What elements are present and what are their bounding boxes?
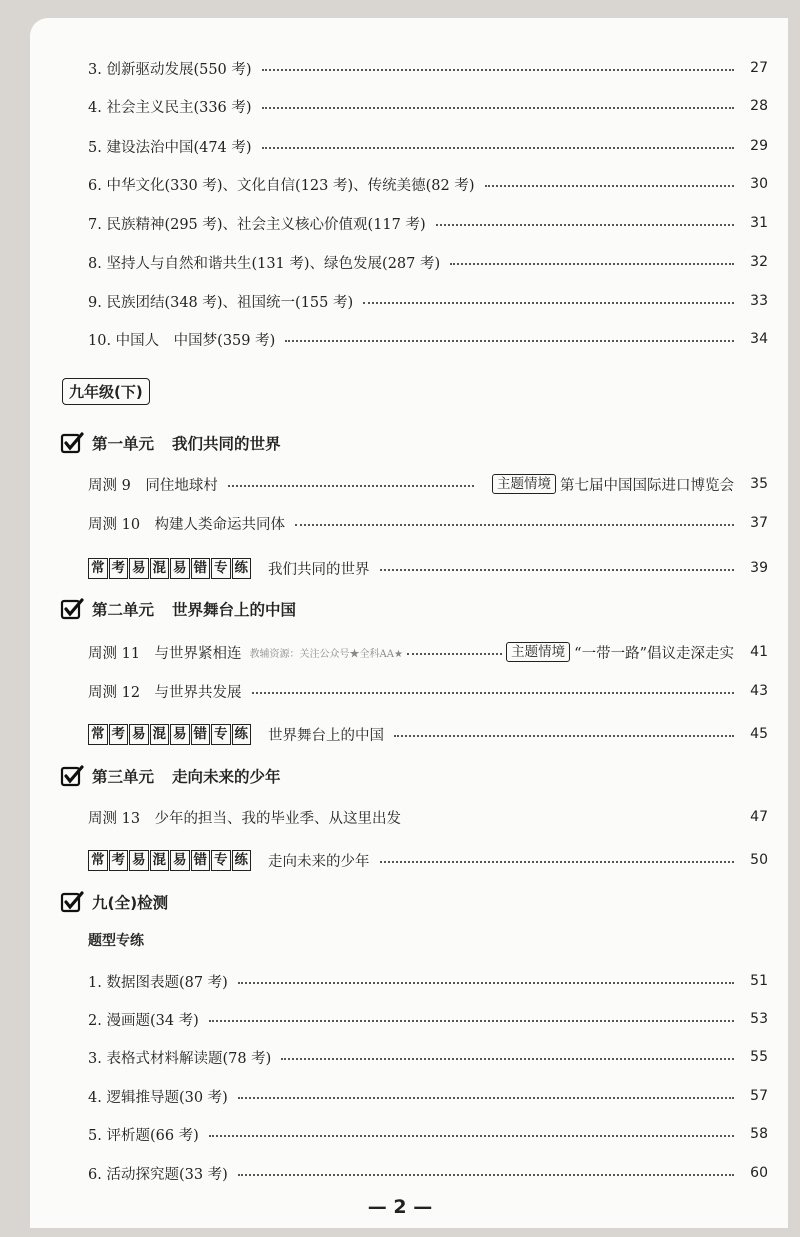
checkbox-check-icon bbox=[60, 431, 84, 455]
practice-badge bbox=[88, 558, 252, 579]
leader-dots bbox=[285, 330, 734, 342]
entry-label: 6. 中华文化(330 考)、文化自信(123 考)、传统美德(82 考) bbox=[88, 177, 475, 194]
leader-dots bbox=[238, 1164, 734, 1176]
toc-entry[interactable] bbox=[88, 722, 768, 746]
badge-char: 练 bbox=[232, 558, 252, 579]
page-number: 53 bbox=[750, 1011, 768, 1027]
toc-entry[interactable] bbox=[88, 472, 768, 496]
leader-dots bbox=[380, 851, 735, 863]
leader-dots bbox=[209, 1010, 734, 1022]
badge-char: 混 bbox=[150, 724, 170, 745]
toc-entry[interactable] bbox=[88, 1045, 768, 1069]
page-number: 33 bbox=[750, 293, 768, 309]
leader-dots bbox=[485, 175, 734, 187]
toc-entry[interactable] bbox=[88, 134, 768, 158]
page-number: 30 bbox=[750, 176, 768, 192]
exam-heading bbox=[60, 889, 168, 915]
entry-label: 5. 建设法治中国(474 考) bbox=[88, 139, 252, 156]
page-number: 45 bbox=[750, 726, 768, 742]
badge-char: 常 bbox=[88, 724, 108, 745]
badge-char: 易 bbox=[170, 558, 190, 579]
unit-title: 我们共同的世界 bbox=[172, 435, 281, 453]
entry-label: 4. 社会主义民主(336 考) bbox=[88, 99, 252, 116]
toc-entry[interactable] bbox=[88, 1122, 768, 1146]
leader-dots bbox=[262, 59, 734, 71]
toc-entry[interactable] bbox=[88, 679, 768, 703]
page-number: 43 bbox=[750, 683, 768, 699]
entry-label: 周测 10 构建人类命运共同体 bbox=[88, 516, 286, 533]
badge-char: 考 bbox=[109, 850, 129, 871]
badge-char: 易 bbox=[129, 558, 149, 579]
page-number: 55 bbox=[750, 1049, 768, 1065]
page-number: 27 bbox=[750, 60, 768, 76]
checkbox-check-icon bbox=[60, 890, 84, 914]
badge-char: 易 bbox=[129, 724, 149, 745]
leader-dots bbox=[262, 137, 734, 149]
leader-dots bbox=[380, 559, 735, 571]
page-number: 50 bbox=[750, 852, 768, 868]
page-number: 31 bbox=[750, 215, 768, 231]
grade-badge: 九年级(下) bbox=[62, 378, 150, 405]
entry-label: 周测 12 与世界共发展 bbox=[88, 684, 242, 701]
leader-dots bbox=[363, 292, 734, 304]
entry-label: 7. 民族精神(295 考)、社会主义核心价值观(117 考) bbox=[88, 216, 426, 233]
entry-label: 世界舞台上的中国 bbox=[268, 727, 384, 744]
checkbox-check-icon bbox=[60, 597, 84, 621]
entry-label: 4. 逻辑推导题(30 考) bbox=[88, 1089, 228, 1106]
leader-dots bbox=[262, 97, 734, 109]
toc-entry[interactable] bbox=[88, 969, 768, 993]
entry-label: 5. 评析题(66 考) bbox=[88, 1127, 199, 1144]
unit-number: 第二单元 bbox=[92, 601, 155, 619]
exam-title: 九(全)检测 bbox=[92, 894, 169, 912]
badge-char: 混 bbox=[150, 558, 170, 579]
toc-entry[interactable] bbox=[88, 556, 768, 580]
toc-entry[interactable] bbox=[88, 1161, 768, 1185]
practice-badge bbox=[88, 850, 252, 871]
entry-label: 6. 活动探究题(33 考) bbox=[88, 1166, 228, 1183]
toc-entry[interactable] bbox=[88, 172, 768, 196]
leader-dots bbox=[450, 253, 734, 265]
page-number: 32 bbox=[750, 254, 768, 270]
unit-heading bbox=[60, 596, 296, 622]
badge-char: 专 bbox=[211, 850, 231, 871]
entry-label: 我们共同的世界 bbox=[268, 561, 370, 578]
unit-title: 世界舞台上的中国 bbox=[172, 601, 297, 619]
entry-label: 8. 坚持人与自然和谐共生(131 考)、绿色发展(287 考) bbox=[88, 255, 441, 272]
badge-char: 考 bbox=[109, 724, 129, 745]
badge-char: 错 bbox=[191, 724, 211, 745]
toc-entry[interactable] bbox=[88, 327, 768, 351]
unit-heading bbox=[60, 763, 281, 789]
leader-dots bbox=[252, 682, 734, 694]
watermark-text: 教辅资源：关注公众号★全科AA★ bbox=[249, 648, 403, 660]
badge-char: 常 bbox=[88, 558, 108, 579]
entry-label: 3. 创新驱动发展(550 考) bbox=[88, 61, 252, 78]
badge-char: 混 bbox=[150, 850, 170, 871]
toc-entry[interactable] bbox=[88, 250, 768, 274]
practice-badge bbox=[88, 724, 252, 745]
entry-label: 2. 漫画题(34 考) bbox=[88, 1012, 199, 1029]
page-number: 51 bbox=[750, 973, 768, 989]
toc-entry[interactable] bbox=[88, 211, 768, 235]
toc-entry[interactable] bbox=[88, 640, 768, 664]
leader-dots bbox=[281, 1048, 734, 1060]
toc-entry[interactable] bbox=[88, 289, 768, 313]
badge-char: 专 bbox=[211, 558, 231, 579]
badge-char: 易 bbox=[170, 724, 190, 745]
badge-char: 易 bbox=[170, 850, 190, 871]
leader-dots bbox=[295, 514, 734, 526]
toc-entry[interactable] bbox=[88, 805, 768, 829]
entry-label: 3. 表格式材料解读题(78 考) bbox=[88, 1050, 272, 1067]
section-subheading: 题型专练 bbox=[88, 933, 144, 949]
toc-entry[interactable] bbox=[88, 1084, 768, 1108]
page-number: 28 bbox=[750, 98, 768, 114]
badge-char: 考 bbox=[109, 558, 129, 579]
page-number: 58 bbox=[750, 1126, 768, 1142]
page-footer-number: — 2 — bbox=[367, 1196, 433, 1218]
theme-text: 第七届中国国际进口博览会 bbox=[560, 477, 734, 494]
unit-heading bbox=[60, 430, 281, 456]
leader-dots bbox=[238, 972, 734, 984]
entry-label: 周测 13 少年的担当、我的毕业季、从这里出发 bbox=[88, 810, 402, 827]
leader-dots bbox=[238, 1087, 734, 1099]
page-number: 34 bbox=[750, 331, 768, 347]
badge-char: 专 bbox=[211, 724, 231, 745]
page-number: 60 bbox=[750, 1165, 768, 1181]
badge-char: 常 bbox=[88, 850, 108, 871]
entry-label: 10. 中国人 中国梦(359 考) bbox=[88, 332, 276, 349]
toc-entry[interactable] bbox=[88, 511, 768, 535]
toc-entry[interactable] bbox=[88, 94, 768, 118]
page-number: 29 bbox=[750, 138, 768, 154]
checkbox-check-icon bbox=[60, 764, 84, 788]
unit-title: 走向未来的少年 bbox=[172, 768, 281, 786]
badge-char: 练 bbox=[232, 724, 252, 745]
page-number: 39 bbox=[750, 560, 768, 576]
entry-label: 1. 数据图表题(87 考) bbox=[88, 974, 228, 991]
badge-char: 错 bbox=[191, 558, 211, 579]
badge-char: 易 bbox=[129, 850, 149, 871]
page-number: 57 bbox=[750, 1088, 768, 1104]
unit-number: 第三单元 bbox=[92, 768, 155, 786]
toc-entry[interactable] bbox=[88, 848, 768, 872]
toc-entry[interactable] bbox=[88, 56, 768, 80]
unit-number: 第一单元 bbox=[92, 435, 155, 453]
page-number: 35 bbox=[750, 476, 768, 492]
entry-label: 9. 民族团结(348 考)、祖国统一(155 考) bbox=[88, 294, 354, 311]
theme-tag: 主题情境 bbox=[506, 642, 570, 662]
page-number: 41 bbox=[750, 644, 768, 660]
theme-text: “一带一路”倡议走深走实 bbox=[574, 645, 734, 662]
theme-tag: 主题情境 bbox=[492, 474, 556, 494]
leader-dots bbox=[209, 1125, 734, 1137]
leader-dots bbox=[407, 643, 502, 655]
toc-entry[interactable] bbox=[88, 1007, 768, 1031]
page-number: 47 bbox=[750, 809, 768, 825]
leader-dots bbox=[394, 725, 734, 737]
leader-dots bbox=[436, 214, 734, 226]
entry-label: 走向未来的少年 bbox=[268, 853, 370, 870]
entry-label: 周测 9 同住地球村 bbox=[88, 477, 218, 494]
entry-label: 周测 11 与世界紧相连 bbox=[88, 645, 242, 662]
badge-char: 错 bbox=[191, 850, 211, 871]
leader-dots bbox=[228, 475, 474, 487]
badge-char: 练 bbox=[232, 850, 252, 871]
page-number: 37 bbox=[750, 515, 768, 531]
